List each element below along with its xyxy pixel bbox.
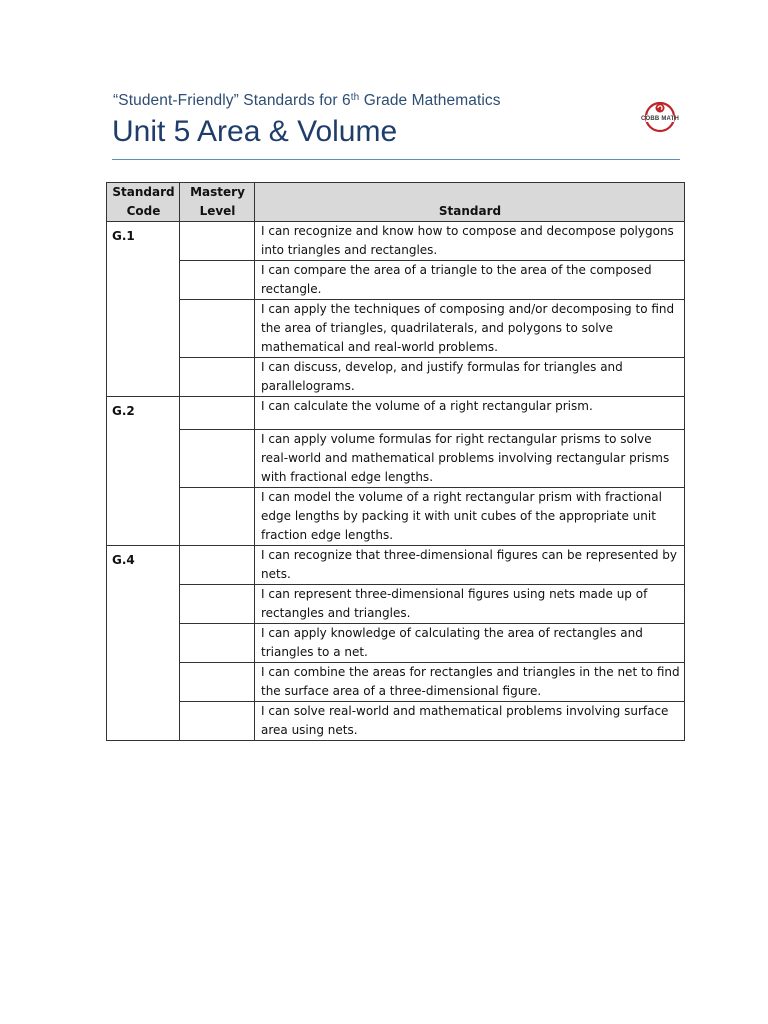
table-row bbox=[107, 488, 685, 546]
page-title: Unit 5 Area & Volume bbox=[112, 115, 398, 148]
subtitle-text: “Student-Friendly” Standards for 6 bbox=[113, 92, 351, 109]
standard-text-cell: I can apply knowledge of calculating the area of rectangles and triangles to a net. bbox=[255, 624, 685, 663]
standard-code-cell: G.4 bbox=[107, 546, 180, 741]
standard-text-cell: I can solve real-world and mathematical problems involving surface area using nets. bbox=[255, 702, 685, 741]
standards-table bbox=[106, 182, 685, 741]
table-row bbox=[107, 300, 685, 358]
header-standard: Standard bbox=[255, 183, 685, 222]
mastery-level-cell[interactable] bbox=[180, 663, 255, 702]
cobb-math-logo bbox=[636, 100, 684, 134]
standard-text-cell: I can recognize and know how to compose and decompose polygons into triangles and rectangles. bbox=[255, 222, 685, 261]
table-row bbox=[107, 358, 685, 397]
mastery-level-cell[interactable] bbox=[180, 585, 255, 624]
mastery-level-cell[interactable] bbox=[180, 222, 255, 261]
table-row bbox=[107, 222, 685, 261]
table-row bbox=[107, 585, 685, 624]
table-row bbox=[107, 546, 685, 585]
logo-text: COBB MATH bbox=[640, 116, 680, 122]
mastery-level-cell[interactable] bbox=[180, 488, 255, 546]
mastery-level-cell[interactable] bbox=[180, 261, 255, 300]
table-row bbox=[107, 397, 685, 430]
mastery-level-cell[interactable] bbox=[180, 702, 255, 741]
mastery-level-cell[interactable] bbox=[180, 300, 255, 358]
subtitle-text-end: Grade Mathematics bbox=[359, 92, 501, 109]
table-row bbox=[107, 430, 685, 488]
standard-text-cell: I can represent three-dimensional figures using nets made up of rectangles and triangles. bbox=[255, 585, 685, 624]
table-header-row bbox=[107, 183, 685, 222]
standard-text-cell: I can combine the areas for rectangles and triangles in the net to find the surface area of a three-dimensional figure. bbox=[255, 663, 685, 702]
subtitle-superscript: th bbox=[350, 92, 360, 103]
mastery-level-cell[interactable] bbox=[180, 358, 255, 397]
standard-code-cell: G.2 bbox=[107, 397, 180, 546]
title-divider bbox=[112, 159, 680, 160]
mastery-level-cell[interactable] bbox=[180, 397, 255, 430]
table-row bbox=[107, 702, 685, 741]
table-row bbox=[107, 663, 685, 702]
standard-text-cell: I can apply the techniques of composing and/or decomposing to find the area of triangles, quadrilaterals, and polygons to solve mathematical and real-world problems. bbox=[255, 300, 685, 358]
standard-text-cell: I can calculate the volume of a right rectangular prism. bbox=[255, 397, 685, 430]
standard-text-cell: I can discuss, develop, and justify formulas for triangles and parallelograms. bbox=[255, 358, 685, 397]
standard-text-cell: I can apply volume formulas for right rectangular prisms to solve real-world and mathematical problems involving rectangular prisms with fractional edge lengths. bbox=[255, 430, 685, 488]
document-subtitle bbox=[113, 92, 501, 110]
standard-text-cell: I can recognize that three-dimensional figures can be represented by nets. bbox=[255, 546, 685, 585]
standard-code-cell: G.1 bbox=[107, 222, 180, 397]
mastery-level-cell[interactable] bbox=[180, 546, 255, 585]
header-mastery-level: Mastery Level bbox=[180, 183, 255, 222]
table-row bbox=[107, 624, 685, 663]
table-row bbox=[107, 261, 685, 300]
mastery-level-cell[interactable] bbox=[180, 430, 255, 488]
standard-text-cell: I can model the volume of a right rectangular prism with fractional edge lengths by packing it with unit cubes of the appropriate unit fraction edge lengths. bbox=[255, 488, 685, 546]
mastery-level-cell[interactable] bbox=[180, 624, 255, 663]
header-standard-code: Standard Code bbox=[107, 183, 180, 222]
standard-text-cell: I can compare the area of a triangle to the area of the composed rectangle. bbox=[255, 261, 685, 300]
